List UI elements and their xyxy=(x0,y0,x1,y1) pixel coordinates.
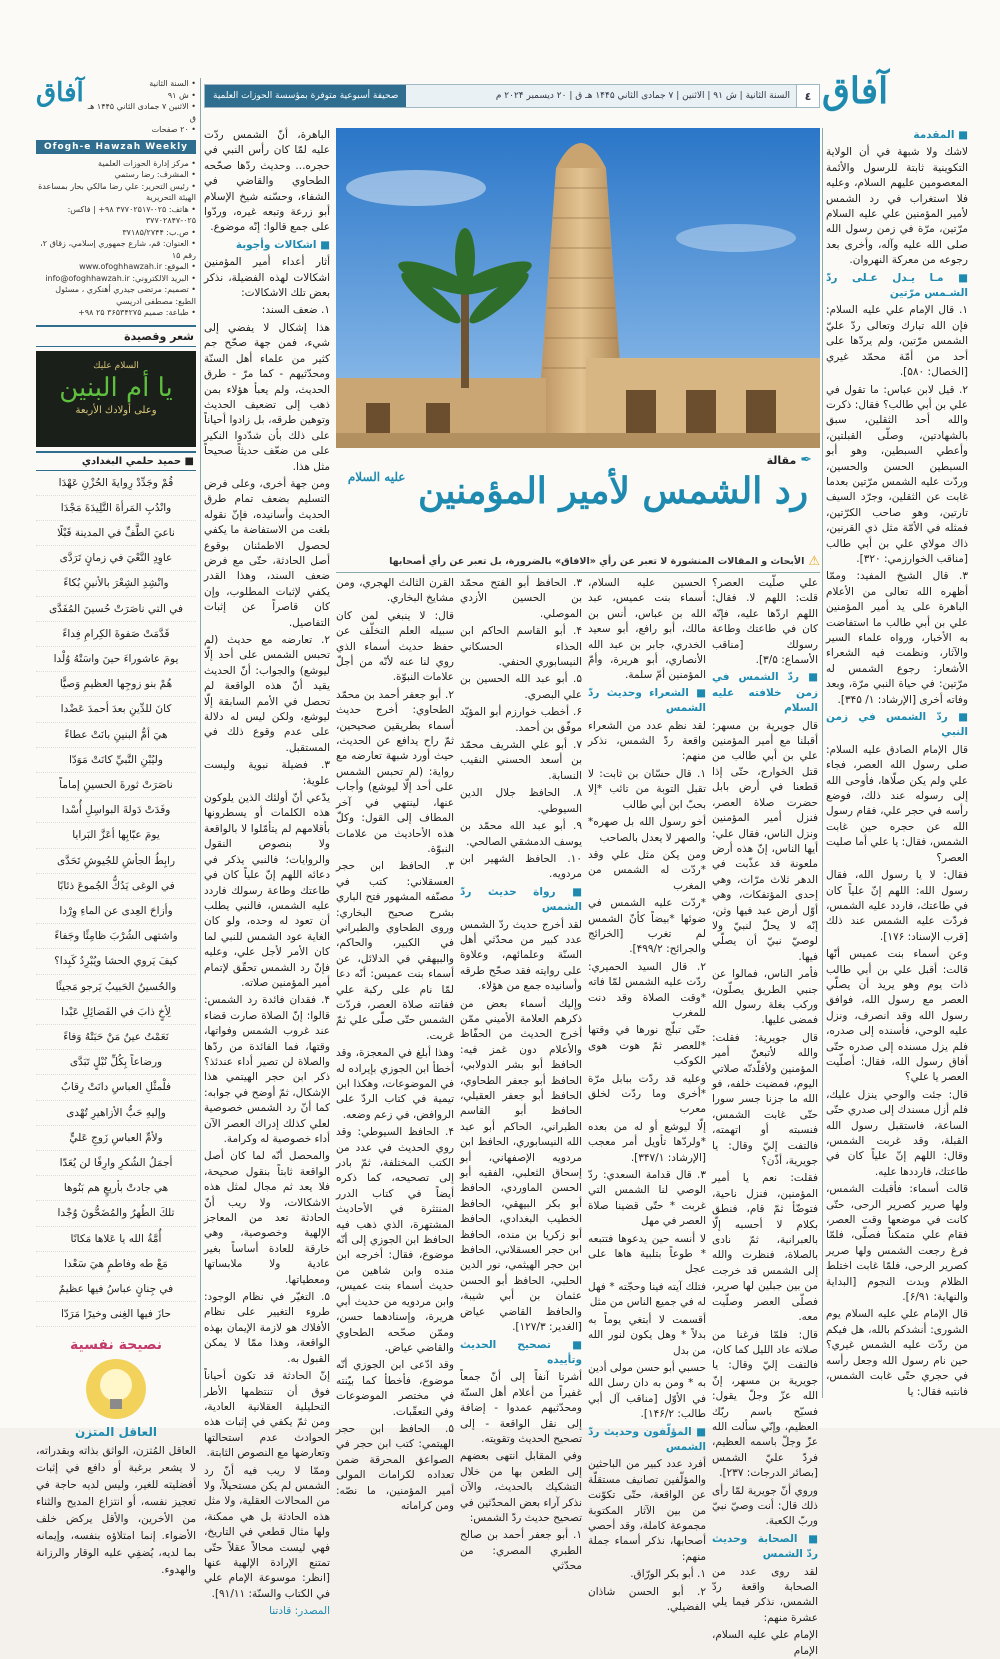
paragraph: ۴. أبو القاسم الحاكم ابن الحذاء الحسكاني النيسابوري الحنفي. xyxy=(460,625,582,669)
paragraph: وإليك أسماء بعض من ذكرهم العلامة الأميني ممّن أخرج الحديث من الحفّاظ والأعلام دون غمز فيه: الحافظ أبو بشر الدولابي، الحافظ أبو جعفر الطحاوي، الحافظ أبو جعفر العقيلي، الحافظ أبو القاسم الطبراني، الحاكم أبو عبد الله النيسابوري، الحافظ ابن مردويه الإصفهاني، أبو إسحاق الثعلبي، الفقيه أبو الحسن الماوردي، الحافظ أبو بكر البيهقي، الحافظ الخطيب البغدادي، الحافظ أبو زكريا بن منده، الحافظ ابن حجر العسقلاني، الحافظ ابن حجر الهيثمي، نور الدين الحلبي، الحافظ أبو الحسن عثمان بن أبي شيبة، والحافظ القاضي عياض [الغدير: ۱۲۷/۳]. xyxy=(460,997,582,1334)
paragraph: لقد نظم عدد من الشعراء واقعة ردّ الشمس، نذكر منهم: xyxy=(588,719,706,763)
paragraph: وعليه قد ردّت ببابل مرّة *أخرى وما ردّت لخلق معرب xyxy=(588,1072,706,1116)
poem-line: أُمَّةُ الله يا عَلاها مَكانًا xyxy=(36,1227,196,1252)
article-title-block xyxy=(336,452,820,544)
paragraph: حتّى تبلّج نورها في وقتها *للعصر ثمّ هوت هوى الكوكب xyxy=(588,1024,706,1068)
advice-box xyxy=(36,1337,196,1579)
paragraph: فقال: لا يا رسول الله، فقال رسول الله: اللهم إنّ علياً كان في طاعتك، فاردد عليه الشمس، فردّت عليه الشمس عند ذلك [قرب الإسناد: ۱۷۶]. xyxy=(826,869,968,943)
poem-line: في الوغى يَدُكُّ الجُموعَ ذئابًا xyxy=(36,874,196,899)
poem-line: كانَ للدِّينِ بعدَ أحمدَ عَضْدا xyxy=(36,697,196,722)
paragraph: وعن أسماء بنت عميس أنّها قالت: أقبل علي بن أبي طالب ذات يوم وهو يريد أن يصلّي العصر مع رسول الله، فوافق رسول الله وقد انصرف، ونزل عليه الوحي، فأسنده إلى صدره، فلم يزل مسنده إلى صدره حتّى أفاق رسول الله، فقال: أصلّيت العصر يا علي؟ xyxy=(826,948,968,1084)
paragraph: ۳. الحافظ ابن حجر العسقلاني: كتب في مصنّفه المشهور فتح الباري بشرح صحيح البخاري: وروى الطحاوي والطبراني في الكبير، والحاكم، والبيهقي في الدلائل، عن أسماء بنت عميس: أنّه دعا لمّا نام على ركبة علي ففاتته صلاة العصر، فردّت الشمس حتّى صلّى علي ثمّ غربت. xyxy=(336,860,454,1042)
poem-line: رابِطُ الجأشِ للجُيوشِ تَحَدَّى xyxy=(36,849,196,874)
poem-line: في التي ناصَرَتْ حُسينَ المُفَدَّى xyxy=(36,597,196,622)
title-rule xyxy=(336,572,820,573)
article-category-tag xyxy=(767,452,812,468)
imprint-line: • طباعة: صميم ۳۶۵۳۴۲۷۵ ۲۵ ۹۸+ xyxy=(78,308,196,317)
article-title-text: رد الشمس لأمير المؤمنين xyxy=(418,470,809,512)
poem-line: واشتهى الشُرْبَ ظامِئًا وجَفاءً xyxy=(36,924,196,949)
paragraph: ۱. قال حسّان بن ثابت: لا تقبل التوبة من تائب *إلا بحبّ ابن أبي طالب xyxy=(588,767,706,811)
paragraph: ۳. فضيلة نبوية وليست علوية: xyxy=(204,759,330,787)
warning-icon: ⚠ xyxy=(808,553,820,569)
poem-line: وإليهِ حَبُّ الأزاهيرِ تُهْدى xyxy=(36,1101,196,1126)
paragraph: ۱. ضعف السند: xyxy=(261,304,330,317)
paragraph: ۳. الحافظ أبو الفتح محمّد بن الحسين الأزدي الموصلي. xyxy=(460,577,582,620)
poem-line: مَعْ طه وفاطمٍ هيَ سَعْدا xyxy=(36,1252,196,1277)
paragraph: وروي أنّ جويرية لمّا رأى ذلك قال: أنت وصيّ نبيّ وربّ الكعبة. xyxy=(712,1484,818,1528)
paragraph: لقد روى عدد من الصحابة واقعة ردّ الشمس، نذكر فيما يلي عشرة منهم: xyxy=(712,1565,818,1624)
banner-line-3: وعلى أولادك الأربعة xyxy=(75,404,157,416)
paragraph: قال الإمام الصادق عليه السلام: صلى رسول الله العصر، فجاء علي ولم يكن صلّاها، فأوحى الله إلى رسوله عند ذلك، فوضع رأسه في حجر علي، فقام رسول الله عن حجره حين غابت الشمس، فقال: يا علي أما صليت العصر؟ xyxy=(826,743,968,864)
article-column-3 xyxy=(588,576,706,1613)
imprint-line[interactable]: • الموقع: www.ofoghhawzah.ir xyxy=(79,262,196,271)
issue-line: • الاثنين ۷ جمادى الثاني ۱۴۴۵ هـ ق xyxy=(87,102,196,123)
paragraph: أقسمت لا أبتغي يوماً به بدلاً * وهل يكون لنور الله من بدل xyxy=(588,1313,706,1357)
paragraph: وفي المقابل انتهى بعضهم إلى الطعن بها من خلال التشكيك بالحديث، والآن نذكر آراء بعض المحدّثين في تصحيح حديث ردّ الشمس: xyxy=(460,1450,582,1524)
sidebar-logo: آفاق xyxy=(36,78,84,108)
lightbulb-icon xyxy=(86,1359,146,1419)
weekly-banner: Ofogh-e Hawzah Weekly xyxy=(36,140,196,154)
section-heading: ■ الصحابة وحديث ردّ الشمس xyxy=(712,1532,818,1561)
disclaimer xyxy=(336,552,820,570)
poem-line: وليُبْنِ النَّبيِّ كانَتْ مَوَدّا xyxy=(36,748,196,773)
paragraph: ۱. أبو جعفر أحمد بن صالح الطبري المصري: من محدّثي xyxy=(460,1529,582,1573)
article-column-1 xyxy=(826,128,968,1398)
article-column-6 xyxy=(204,128,330,1618)
paragraph: ۱. قال الإمام علي عليه السلام: فإن الله تبارك وتعالى ردّ عليّ الشمس مرّتين، ولم يردّها على أحد من أمّة محمّد غيري [الخصال: ۵۸۰]. xyxy=(826,304,968,379)
paragraph: ۴. فقدان فائدة رد الشمس: قالوا: إنّ الصلاة صارت قضاء عند غروب الشمس وفواتها، وقتها، فما الفائدة من ردّها والصلاة لن تصير أداء عندئذ؟ ذكر ابن حجر الهيتمي هذا الإشكال، ثمّ أوضح في جوابه: كما أنّ رد الشمس خصوصية لعلي كذلك إدراك العصر الآن أداء خصوصية له وكرامة. xyxy=(204,994,330,1145)
paragraph: ۵. أبو عبد الله الحسين بن علي البصري. xyxy=(460,673,582,701)
imprint-line: • رئيس التحرير: علي رضا مالكي بحار بمساعدة الهيئة التحريرية xyxy=(38,181,196,202)
paragraph: يدّعي أنّ أولئك الذين يلوكون هذه الكلمات أو يسطرونها بأقلامهم لم يتأمّلوا لا بالواقعة ولا بنصوص النقول والروايات؛ فالنبي يذكر في دعائه اللهم إنّ علياً كان في طاعتك وطاعة رسولك فاردد عليه الشمس، فالنبي يطلب أن تعود له وحده، ولو كان الغاية عود الشمس للنبي لما كان الأمر لأجل علي، وعليه فإنّ رد الشمس تحقّق لإتمام أمير المؤمنين صلاته. xyxy=(204,792,330,989)
poem-line: ورضاعاً بِكُلِّ نُبْلٍ تَبَدَّى xyxy=(36,1050,196,1075)
poem-line: وانْشِدِ الشِعْرَ بالأنينِ بُكاءً xyxy=(36,571,196,596)
poem-line: يومَ عاشوراءَ حينَ واسَتْهُ وُلْدا xyxy=(36,647,196,672)
paragraph: قال: فلمّا فرغنا من صلاته عاد الليل كما كان، فالتفت إليّ وقال: يا جويرية بن مسهر، إنّ الله عزّ وجلّ يقول: فسبّح باسم ربّك العظيم، وإنّي سألت الله عزّ وجلّ باسمه العظيم، فردّ عليّ الشمس [بصائر الدرجات: ۲۳۷]. xyxy=(712,1328,818,1480)
paragraph: ۶. أخطب خوارزم أبو المؤيّد موفّق بن أحمد. xyxy=(460,706,582,734)
paragraph: حسبي أبو حسن مولى أدين به * ومن به دان رسل الله في الأوّل [مناقب آل أبي طالب: ۱۴۶/۲]. xyxy=(588,1361,706,1421)
source-credit: المصدر: قادتنا xyxy=(269,1605,330,1618)
issue-line: • السنة الثانية xyxy=(149,79,196,88)
article-column-2 xyxy=(712,576,818,1657)
article-column-4 xyxy=(460,576,582,1573)
poem-line: هيَ أمُّ البنينِ بانَتْ عطاءً xyxy=(36,723,196,748)
paragraph: ۵. الحافظ ابن حجر الهيتمي: كتب ابن حجر في الصواعق المحرقة ضمن تعداده لكرامات المولى أمير المؤمنين، ما نصّه: ومن كراماته xyxy=(336,1422,454,1512)
section-heading: ■ ردّ الشمس في زمن النبي xyxy=(826,711,968,739)
paragraph: والمحصل أنّه لما كان أصل الواقعة ثابتاً بنقول صحيحة، فلا يعد ثم مجال لمثل هذه الاشكالات، ولا ريب أنّ الحادثة تعد من المعاجز الإلهية وخصوصية، وهي خارقة للعادة أساساً بغير عادية ولا ملابساتها ومعطياتها. xyxy=(204,1150,330,1286)
paragraph: علي صلّيت العصر؟ قلت: اللهم لا. فقال: اللهم اردّها عليه، فإنّه كان في طاعتك وطاعة رسولك [مناقب الأسماع: ۳/۵]. xyxy=(712,577,818,667)
imprint-line: • تصميم: مرتضى جيدري أهنكري ، مسئول الطبع: مصطفى ادريسي xyxy=(55,285,196,306)
disclaimer-text: الأبحاث و المقالات المنشورة لا تعبر عن رأي «الافاق» بالضرورة، بل تعبر عن رأي أصحابها xyxy=(389,555,805,567)
paragraph: القرن الثالث الهجري، ومن مشايخ البخاري. xyxy=(336,577,454,605)
paragraph: أثار أعداء أمير المؤمنين اشكالات لهذه الفضيلة، نذكر بعض تلك الاشكالات: xyxy=(204,256,330,300)
imprint-line: • مركز إدارة الحوزات العلمية xyxy=(98,158,196,168)
paragraph: أفرد عدد كبير من الباحثين والمؤلّفين تصانيف مستقلّة عن الواقعة، حتّى تكوّنت من بين الآثار المكتوبة مجموعة كاملة، وقد أحصي أصحابها، نذكر أسماء جملة منهم: xyxy=(588,1458,706,1563)
paragraph: قال: جئت والوحي ينزل عليك، فلم أزل مسندك إلى صدري حتّى الساعة، فاستقبل رسول الله القبلة، وقد غربت الشمس، وقال: اللهم إنّ علياً كان في طاعتك، فارددها عليه. xyxy=(826,1088,968,1178)
poetry-banner xyxy=(36,351,196,447)
poem-line: هي جادتْ بأربعٍ هم بَنُوها xyxy=(36,1176,196,1201)
imprint-line: • المشرف: رضا رستمي xyxy=(114,170,196,179)
paragraph: ومن يكن مثل علي وقد *ردّت له الشمس من المغرب xyxy=(588,848,706,892)
sidebar-issue-lines xyxy=(84,78,196,136)
paragraph: ۷. أبو علي الشريف محمّد بن أسعد الحسني النقيب النسابة. xyxy=(460,739,582,782)
sidebar xyxy=(36,78,196,1577)
page-number: ٤ xyxy=(796,85,819,107)
paragraph: لاشك ولا شبهة في أن الولاية التكوينية ثابتة للرسول والأئمة المعصومين عليهم السلام، وعليه فلا استغراب في رد الشمس لأمير المؤمنين علي عليه السلام مرّتين، مرّة في زمن رسول الله صلى الله عليه وآله، وأخرى بعد رجوعه من معركة النهروان. xyxy=(826,146,968,267)
poem-line: ولأمِّ العباسِ زَوجِ عَليٍّ xyxy=(36,1126,196,1151)
paragraph: قال الإمام علي عليه السلام يوم الشورى: أنشدكم بالله، هل فيكم من ردّت عليه الشمس غيري؟ حين نام رسول الله وجعل رأسه في حجري حتّى غابت الشمس، فانتبه فقال: يا xyxy=(826,1308,968,1398)
poem-line: حازَ فيها الغِنى وخيرًا مَرَدّا xyxy=(36,1302,196,1327)
paragraph: ۲. أبو جعفر أحمد بن محمّد الطحاوي: أخرج حديث أسماء بطريقين صحيحين، ثمّ راح يدافع عن الحديث، حيث أورد شبهة تعارضه مع رواية: (لم تحبس الشمس على أحد إلّا ليوشع) وأجاب عنها، لينتهي في آخر المطاف إلى القول: وكلّ هذه الأحاديث من علامات النبوّة. xyxy=(336,688,454,855)
poem-line: ناعيَ الطَّفِّ في المدينة قَبْلًا xyxy=(36,521,196,546)
paragraph: ومن جهة أخرى، وعلى فرض التسليم بضعف تمام طرق الحديث وأسانيده، فإنّ نقوله بلغت من الاستفاضة ما يكفي لحصول الاطمئنان بوقوع أصل الحادثة، حتّى مع فرض ضعف السند، وهذا القدر يكفي لإثبات المطلوب، وإن كان قاصراً عن إثبات التفاصيل. xyxy=(204,477,330,629)
poem-line: يومَ عبّابِها أعَزَّ البَرايا xyxy=(36,823,196,848)
paragraph: ۱. أبو بكر الورّاق. xyxy=(630,1568,706,1581)
paragraph: ۱۰. الحافظ الشهير ابن مردويه. xyxy=(460,852,582,881)
section-heading: ■ ردّ الشمس في زمن خلافته عليه السلام xyxy=(712,671,818,715)
issue-line: • ٢٠ صفحات xyxy=(151,125,196,134)
paragraph: ۲. قال السيد الحميري: ردّت عليه الشمس لمّا فاته *وقت الصلاة وقد دنت للمغرب xyxy=(588,960,706,1019)
category-label: مقالة xyxy=(766,453,797,467)
poem-line: أجمَلُ الشُكرِ وارِفًا لن يُعَدّا xyxy=(36,1151,196,1176)
poem xyxy=(36,471,196,1328)
page-header-strip xyxy=(204,84,820,108)
paragraph: إلّا ليوشع أو له من بعده *ولردّها تأويل أمر معجب [الإرشاد: ۳۴۷/۱]. xyxy=(588,1120,706,1164)
paragraph: ۴. الحافظ السيوطي: وقد روي الحديث في عدد من الكتب المختلفة، ثمّ بادر إلى تصحيحه، كما ذكره أيضاً في كتاب الدرر المنتثرة في الأحاديث المشتهرة، الذي ذهب فيه الحافظ ابن الجوزي إلى أنّه موضوع، فقال: أخرجه ابن منده وابن شاهين من حديث أسماء بنت عميس، وابن مردويه من حديث أبي هريرة، وإسنادهما حسن، وممّن صحّحه الطحاوي والقاضي عياض. xyxy=(336,1126,454,1354)
imprint-line: • العنوان: قم، شارع جمهوري إسلامي، زقاق ۲، رقم ۱۵ xyxy=(40,239,196,260)
paragraph: وقد ادّعى ابن الجوزي أنّه موضوع، فأخطأ كما بيّنته في مختصر الموضوعات وفي التعقّبات. xyxy=(336,1359,454,1418)
imprint xyxy=(36,158,196,319)
minaret-illustration xyxy=(336,128,820,448)
honorific-mark: عليه السلام xyxy=(347,470,406,484)
header-note: صحيفة أسبوعية متوفرة بمؤسسة الحوزات العلمية xyxy=(205,85,406,107)
paragraph: فتلك آيته فينا وحجّته * فهل له في جميع الناس من مثل xyxy=(588,1280,706,1309)
feather-icon: ✒ xyxy=(800,452,812,468)
poem-line: كيفَ يَروي الحشا ويُبْرِدُ كَبِدا؟ xyxy=(36,949,196,974)
poem-line: عاوِدِ النَّعْيَ في زمانٍ تَرَدَّى xyxy=(36,546,196,571)
advice-text: العاقل المُتزن، الواثق بذاته وبقدراته، لا يشعر برغبة أو دافع في إثبات أفضليته للغير، وليس لديه حاجة في تعجيز نفسه، أو انتزاع المديح والثناء من الأخرين، والأقل يركض خلف الأضواء. إنما امتلاؤه بنفسه، وإيمانه بما لديه، يُضفِي عليه الوقار والرزانة والهدوء. xyxy=(36,1445,196,1577)
poem-line: قَدَّمَتْ صَفوةَ الكِرامِ فِداءً xyxy=(36,622,196,647)
paragraph: ۳. قال قدامة السعدي: ردّ الوصي لنا الشمس التي غربت * حتّى قضينا صلاة العصر في مهل xyxy=(588,1169,706,1228)
paragraph: قال جويرية: فقلت: والله لأتبعنّ أمير المؤمنين ولأقلّدنّه صلاتي اليوم، فمضيت خلفه، فو الله ما جزنا جسر سورا حتّى غابت الشمس، فنسبته أو اتهمته، فالتفت إليّ وقال: يا جويرية، أذّن؟ xyxy=(712,1031,818,1168)
imprint-line: • ص.ب: ۳۷۱۸۵/۲۷۴۴ xyxy=(122,227,196,237)
paragraph: ۲. تعارضه مع حديث (لم تحبس الشمس على أحد إلّا ليوشع) والجواب: أنّ الحديث يقيد أنّ هذه الواقعة لم تحصل في الأمم السابقة إلّا ليوشع، ولكن ليس له دلالة على عدم وقوع ذلك في المستقبل. xyxy=(204,634,330,754)
poet-name: ■ حميد حلمي البغدادي xyxy=(36,451,196,471)
lightbulb-graphic xyxy=(86,1359,146,1419)
paragraph: قال جويرية بن مسهر: أقبلنا مع أمير المؤمنين علي بن أبي طالب من قتل الخوارج، حتّى إذا قطعنا في أرض بابل حضرت صلاة العصر، فنزل أمير المؤمنين ونزل الناس، فقال علي: أيها الناس، إنّ هذه أرض ملعونة قد عذّبت في الدهر ثلاث مرّات، وهي إحدى المؤتفكات، وهي أوّل أرض عبد فيها وثن، إنّه لا يحلّ لنبيّ ولا لوصيّ نبيّ أن يصلّي فيها. xyxy=(712,719,818,963)
section-heading: ■ المقدمة xyxy=(913,129,968,141)
issue-meta: السنة الثانية | ش ۹۱ | الاثنين | ۷ جمادى الثاني ۱۴۴۵ هـ ق | ۲۰ دیسمبر ۲۰۲۴ م xyxy=(495,91,790,101)
paragraph: وهذا أبلغ في المعجزة، وقد أخطأ ابن الجوزي بإيراده له في الموضوعات، وهكذا ابن تيمية في كتاب الردّ على الروافض، في زعم وضعه. xyxy=(336,1047,454,1121)
poem-line: والحُسينُ الحَبيبُ يَرجو مَجيئًا xyxy=(36,975,196,1000)
imprint-line: • هاتف: ۰۲۵-۳۷۷۰۲۵۱۷ ۹۸+ | فاكس: ۰۲۵-۳۷۷۰۲۸۴۷ xyxy=(67,204,196,225)
paragraph: ۹. أبو عبد الله محمّد بن يوسف الدمشقي الصالحي. xyxy=(460,820,582,848)
paragraph: فقلت: نعم يا أمير المؤمنين، فنزل ناحية، فتوضّأ ثمّ قام، فنطق بكلام لا أحسبه إلّا بالعبرانية، ثمّ نادى بالصلاة، فنظرت والله إلى الشمس قد خرجت من بين جبلين لها صرير، فصلّى العصر وصلّيت معه. xyxy=(712,1172,818,1324)
paragraph: وممّا لا ريب فيه أنّ رد الشمس لم يكن مستحيلاً، ولا من المحالات العقلية، ولا مثل هذه الحادثة بل هي ممكنة، ولها مثال قطعي في التاريخ، فهي ليست محالاً عقلاً حتّى تمتنع الإرادة الإلهية عنها [انظر: موسوعة الإمام علي في الكتاب والسنّة: ۹۱/۱۱]. xyxy=(204,1464,330,1600)
paragraph: لقد أخرج حديث ردّ الشمس عدد كبير من محدّثي أهل السنّة وعلمائهم، وعلاوة على روايته فقد صحّح طرقه وأسانيده جمع من هؤلاء. xyxy=(460,918,582,993)
imprint-line[interactable]: • البريد الالكتروني: info@ofoghhawzah.ir xyxy=(45,273,196,283)
issue-line: • ش ۹۱ xyxy=(167,90,196,100)
article-title xyxy=(336,470,820,512)
poem-line: لِأخٍ ذابَ في الفَضائِلِ عَبْدا xyxy=(36,1000,196,1025)
section-heading: ■ مـا يـدل عـلى ردّ الشـمس مرّتين xyxy=(826,271,968,300)
section-heading: ■ المؤلّفون وحديث ردّ الشمس xyxy=(588,1425,706,1453)
column-divider xyxy=(822,128,823,1398)
sidebar-masthead xyxy=(36,78,196,136)
paragraph: الإمام علي عليه السلام، الإمام xyxy=(712,1629,818,1657)
paragraph: ۳. قال الشيخ المفيد: وممّا أظهره الله تعالى من الأعلام الباهرة على يد أمير المؤمنين علي بن أبي طالب ما استفاضت به الأخبار، ورواه علماء السير والآثار، ونظمت فيه الشعراء الأشعار: رجوع الشمس له مرّتين: في حياة النبي مرّة، وبعد وفاته أخرى [الإرشاد: ۱/ ۳۴۵]. xyxy=(826,570,968,706)
paragraph: إنّ الحادثة قد تكون أحياناً فوق أن تنتظمها الأطر التحليلية العقلانية العادية، ومن ثمّ يكفي في إثبات هذه الحوادث عدم استحالتها وتعارضها مع النصوص الثابتة. xyxy=(204,1370,330,1460)
paragraph: فأمر الناس، فمالوا عن جنبي الطريق يصلّون، وركب بغلة رسول الله فمضى عليها. xyxy=(712,968,818,1027)
paragraph: ۲. قيل لابن عباس: ما تقول في علي بن أبي طالب؟ فقال: ذكرت والله أحد الثقلين، سبق بالشهادتين، وصلّى القبلتين، وأعطي السبطين، وهو أبو السبطين الحسن والحسين، وردّت عليه الشمس مرّتين بعدما غابت عن الثقلين، وجرّد السيف تارتين، وهو صاحب الكرّتين، فمثله في الأمّة مثل ذي القرنين، ذاك مولاي علي بن أبي طالب [مناقب الخوارزمي: ۳۲۰]. xyxy=(826,383,968,565)
poem-line: وانْدُبِ المَرأةَ التَّلِيدَةَ مَجْدَا xyxy=(36,496,196,521)
paragraph: ۲. أبو الحسن شاذان الفضيلي. xyxy=(588,1585,706,1613)
minaret-photo xyxy=(336,128,820,448)
poem-line: في جِنانٍ عباسُ فيها عظيمٌ xyxy=(36,1277,196,1302)
advice-subtitle: العاقل المتزن xyxy=(75,1425,157,1440)
poetry-heading: شعر وقصيدة xyxy=(36,325,196,347)
poem-line: وأزاحَ العِدى عن الماءِ وِرْدا xyxy=(36,899,196,924)
poem-line: نَعَمْتُ عينُ مَنْ حَبَتْهُ وَفاءً xyxy=(36,1025,196,1050)
section-heading: ■ رواة حديث ردّ الشمس xyxy=(460,885,582,914)
paragraph: الباهرة، أنّ الشمس ردّت عليه لمّا كان رأس النبي في حجره... وحديث ردّها صحّحه الطحاوي والقاضي في الشفاء، وحسّنه شيخ الإسلام أبو زرعة وتبعه غيره، وردّوا على جمع قالوا: إنّه موضوع. xyxy=(204,129,330,234)
paragraph: أخو رسول الله بل صهره* والصهر لا يعدل بالصاحب xyxy=(588,816,706,844)
article-column-5 xyxy=(336,576,454,1512)
section-heading: ■ الشعراء وحديث ردّ الشمس xyxy=(588,686,706,715)
poem-line: فلْمثْلِ العباسِ دانَتْ رِقابٌ xyxy=(36,1075,196,1100)
poem-line: ناصَرَتْ ثورةَ الحسينِ إماماً xyxy=(36,773,196,798)
paragraph: أشرنا آنفاً إلى أنّ جمعاً غفيراً من أعلام أهل السنّة ومحدّثيهم عمدوا - إضافة إلى نقل الواقعة - إلى تصحيح الحديث وتقويته. xyxy=(460,1371,582,1445)
section-heading: ■ تصحيح الحديث وتأييده xyxy=(460,1338,582,1366)
section-heading: ■ اشكالات وأجوبة xyxy=(235,238,330,251)
banner-line-2: يا أم البنين xyxy=(59,372,173,403)
paragraph: قالت أسماء: فأقبلت الشمس، ولها صرير كصرير الرحى، حتّى كانت في موضعها وقت العصر، فقام علي متمكناً فصلّى، فلمّا فرغ رجعت الشمس ولها صرير كصرير الرحى، فلمّا غابت اختلط الظلام وبدت النجوم [البداية والنهاية: ۶/۹۱]. xyxy=(826,1183,968,1304)
banner-line-1: السلام عليك xyxy=(93,360,139,371)
poem-line: هُمْ بنو زوجِها العظيمِ وَصيًّا xyxy=(36,672,196,697)
paragraph: ۵. التغيّر في نظام الوجود: طروء التغيير على نظام الأفلاك هو لازمة الإيمان بهذه الواقعة، وهذا ممّا لا يمكن القبول به. xyxy=(204,1291,330,1365)
poem-line: وفَدَتْ دَولةَ البواسِلِ أُسْدا xyxy=(36,798,196,823)
poem-line: تلكَ الطُهرُ والمُضَحُّونَ وُجْدا xyxy=(36,1201,196,1226)
advice-heading: نصيحة نفسية xyxy=(69,1337,162,1354)
paragraph: الحسين عليه السلام، أسماء بنت عميس، عبد الله بن عباس، أنس بن مالك، أبو رافع، أبو سعيد الخدري، جابر بن عبد الله الأنصاري، أبو هريرة، وأمّ المؤمنين أمّ سلمة. xyxy=(588,577,706,682)
newspaper-logo[interactable]: آفاق xyxy=(822,70,889,112)
paragraph: هذا إشكال لا يفضي إلى شيء، فمن جهة صحّح جم كثير من علماء أهل السنّة ومحدّثيهم - كما مرّ - طرق الحديث، ولم يعبأ هؤلاء بمن ذهب إلى تضعيف الحديث وتوهين طرقه، بل زادوا أحياناً على ذلك بأن شدّدوا النكير على من ضعّف حديثاً صحيحاً مثل هذا. xyxy=(204,321,330,473)
paragraph: قال: لا ينبغي لمن كان سبيله العلم التخلّف عن حفظ حديث أسماء الذي روي لنا عنه لأنّه من أجلّ علامات النبوّة. xyxy=(336,609,454,684)
sidebar-divider xyxy=(200,78,201,1398)
paragraph: لا أنسه حين يدعوها فتتبعه * طوعاً بتلبية هاها على عجل xyxy=(588,1232,706,1276)
paragraph: ۸. الحافظ جلال الدين السيوطي. xyxy=(460,787,582,815)
paragraph: *ردّت عليه الشمس في ضوئها *بيضاً كأنّ الشمس لم تغرب [الخرائج والجرائح: ۴۹۹/۲]. xyxy=(588,897,706,956)
poem-line: قُمْ وجَدِّدْ رِوايةَ الحُزْنِ عَهْدَا xyxy=(36,471,196,496)
